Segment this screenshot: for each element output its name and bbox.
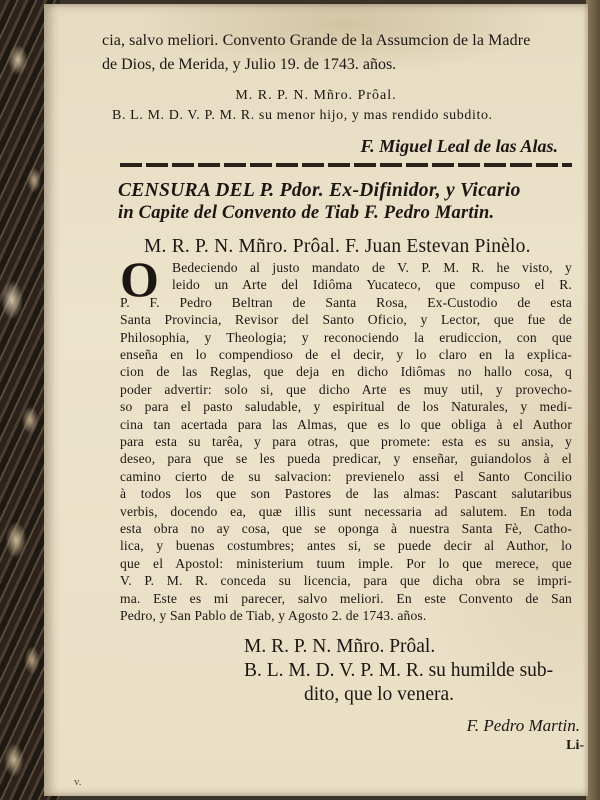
- heading-line-2: de Dios, de Merida, y Julio 19. de 1743. años.: [102, 56, 397, 73]
- body-line: Philosophia, y Theologia; y reconociendo la erudiccion, con que: [120, 329, 572, 345]
- body-line: V. P. M. R. conceda su licencia, para que dicha obra se impri-: [120, 573, 572, 589]
- closing-line-2: B. L. M. D. V. P. M. R. su humilde sub-: [244, 660, 554, 681]
- closing-line-1: M. R. P. N. Mñro. Prôal.: [244, 636, 436, 657]
- body-line: ma. Este es mi parecer, salvo meliori. En este Convento de San: [120, 590, 572, 606]
- page-edge: [586, 0, 600, 800]
- body-line: verbis, docendo ea, quæ illis sunt necessaria ad salutem. En toda: [120, 503, 572, 519]
- body-line: camino cierto de su salvacion: previenelo assi el Santo Concilio: [120, 468, 572, 484]
- body-line: Santa Provincia, Revisor del Santo Oficio, y Lector, que fue de: [120, 312, 572, 328]
- body-line: cina tan acertada para las Almas, que es lo que obliga à el Author: [120, 416, 572, 432]
- censura-title-2: in Capite del Convento de Tiab F. Pedro Martin.: [118, 203, 495, 223]
- body-line: deseo, para que se les pueda predicar, y enseñar, guiandolos à el: [120, 451, 572, 467]
- censura-title-1: CENSURA DEL P. Pdor. Ex-Difinidor, y Vicario: [118, 180, 521, 201]
- catchword: Li-: [566, 738, 584, 753]
- heading-address-1: M. R. P. N. Mñro. Prôal.: [235, 88, 397, 103]
- closing-line-3: dito, que lo venera.: [304, 684, 454, 705]
- footer-mark: v.: [74, 776, 82, 788]
- ornamental-rule: [120, 163, 572, 167]
- body-line: Pedro, y San Pablo de Tiab, y Agosto 2. de 1743. años.: [120, 608, 427, 623]
- body-line: esta obra no ay cosa, que se oponga à nuestra Santa Fè, Catho-: [120, 521, 572, 536]
- drop-cap: O: [120, 251, 159, 307]
- body-line: que el Apostol: ministerium tuum imple. Por lo que merece, que: [120, 555, 572, 571]
- censura-address: M. R. P. N. Mñro. Prôal. F. Juan Estevan Pinèlo.: [144, 236, 531, 257]
- body-line: cion de las Reglas, que deja en dicho Idiômas no hallo cosa, q: [120, 364, 572, 380]
- body-line: P. F. Pedro Beltran de Santa Rosa, Ex-Custodio de esta: [120, 294, 572, 310]
- body-line: Bedeciendo al justo mandato de V. P. M. R. he visto, y: [172, 260, 572, 275]
- body-line: para esta su tarêa, y para otras, que promete: esta es su ansia, y: [120, 434, 572, 449]
- heading-address-2: B. L. M. D. V. P. M. R. su menor hijo, y mas rendido subdito.: [112, 108, 493, 123]
- body-line: lica, y buenas costumbres; antes si, se puede decir al Author, lo: [120, 538, 572, 554]
- body-line: leido un Arte del Idiôma Yucateco, que compuso el R.: [172, 277, 572, 293]
- body-line: so para el pasto saludable, y espiritual de los Naturales, y medi-: [120, 399, 572, 415]
- body-line: enseña en lo compendioso de el decir, y lo claro en la explica-: [120, 347, 572, 362]
- document-page: [44, 4, 588, 796]
- heading-line-1: cia, salvo meliori. Convento Grande de la Assumcion de la Madre: [102, 32, 531, 49]
- heading-signature: F. Miguel Leal de las Alas.: [360, 136, 558, 156]
- body-line: à todos los que son Pastores de las almas: Pascant salutaribus: [120, 486, 572, 502]
- body-line: poder advertir: solo si, que dicho Arte es muy util, y provecho-: [120, 381, 572, 397]
- censura-signature: F. Pedro Martin.: [466, 716, 580, 735]
